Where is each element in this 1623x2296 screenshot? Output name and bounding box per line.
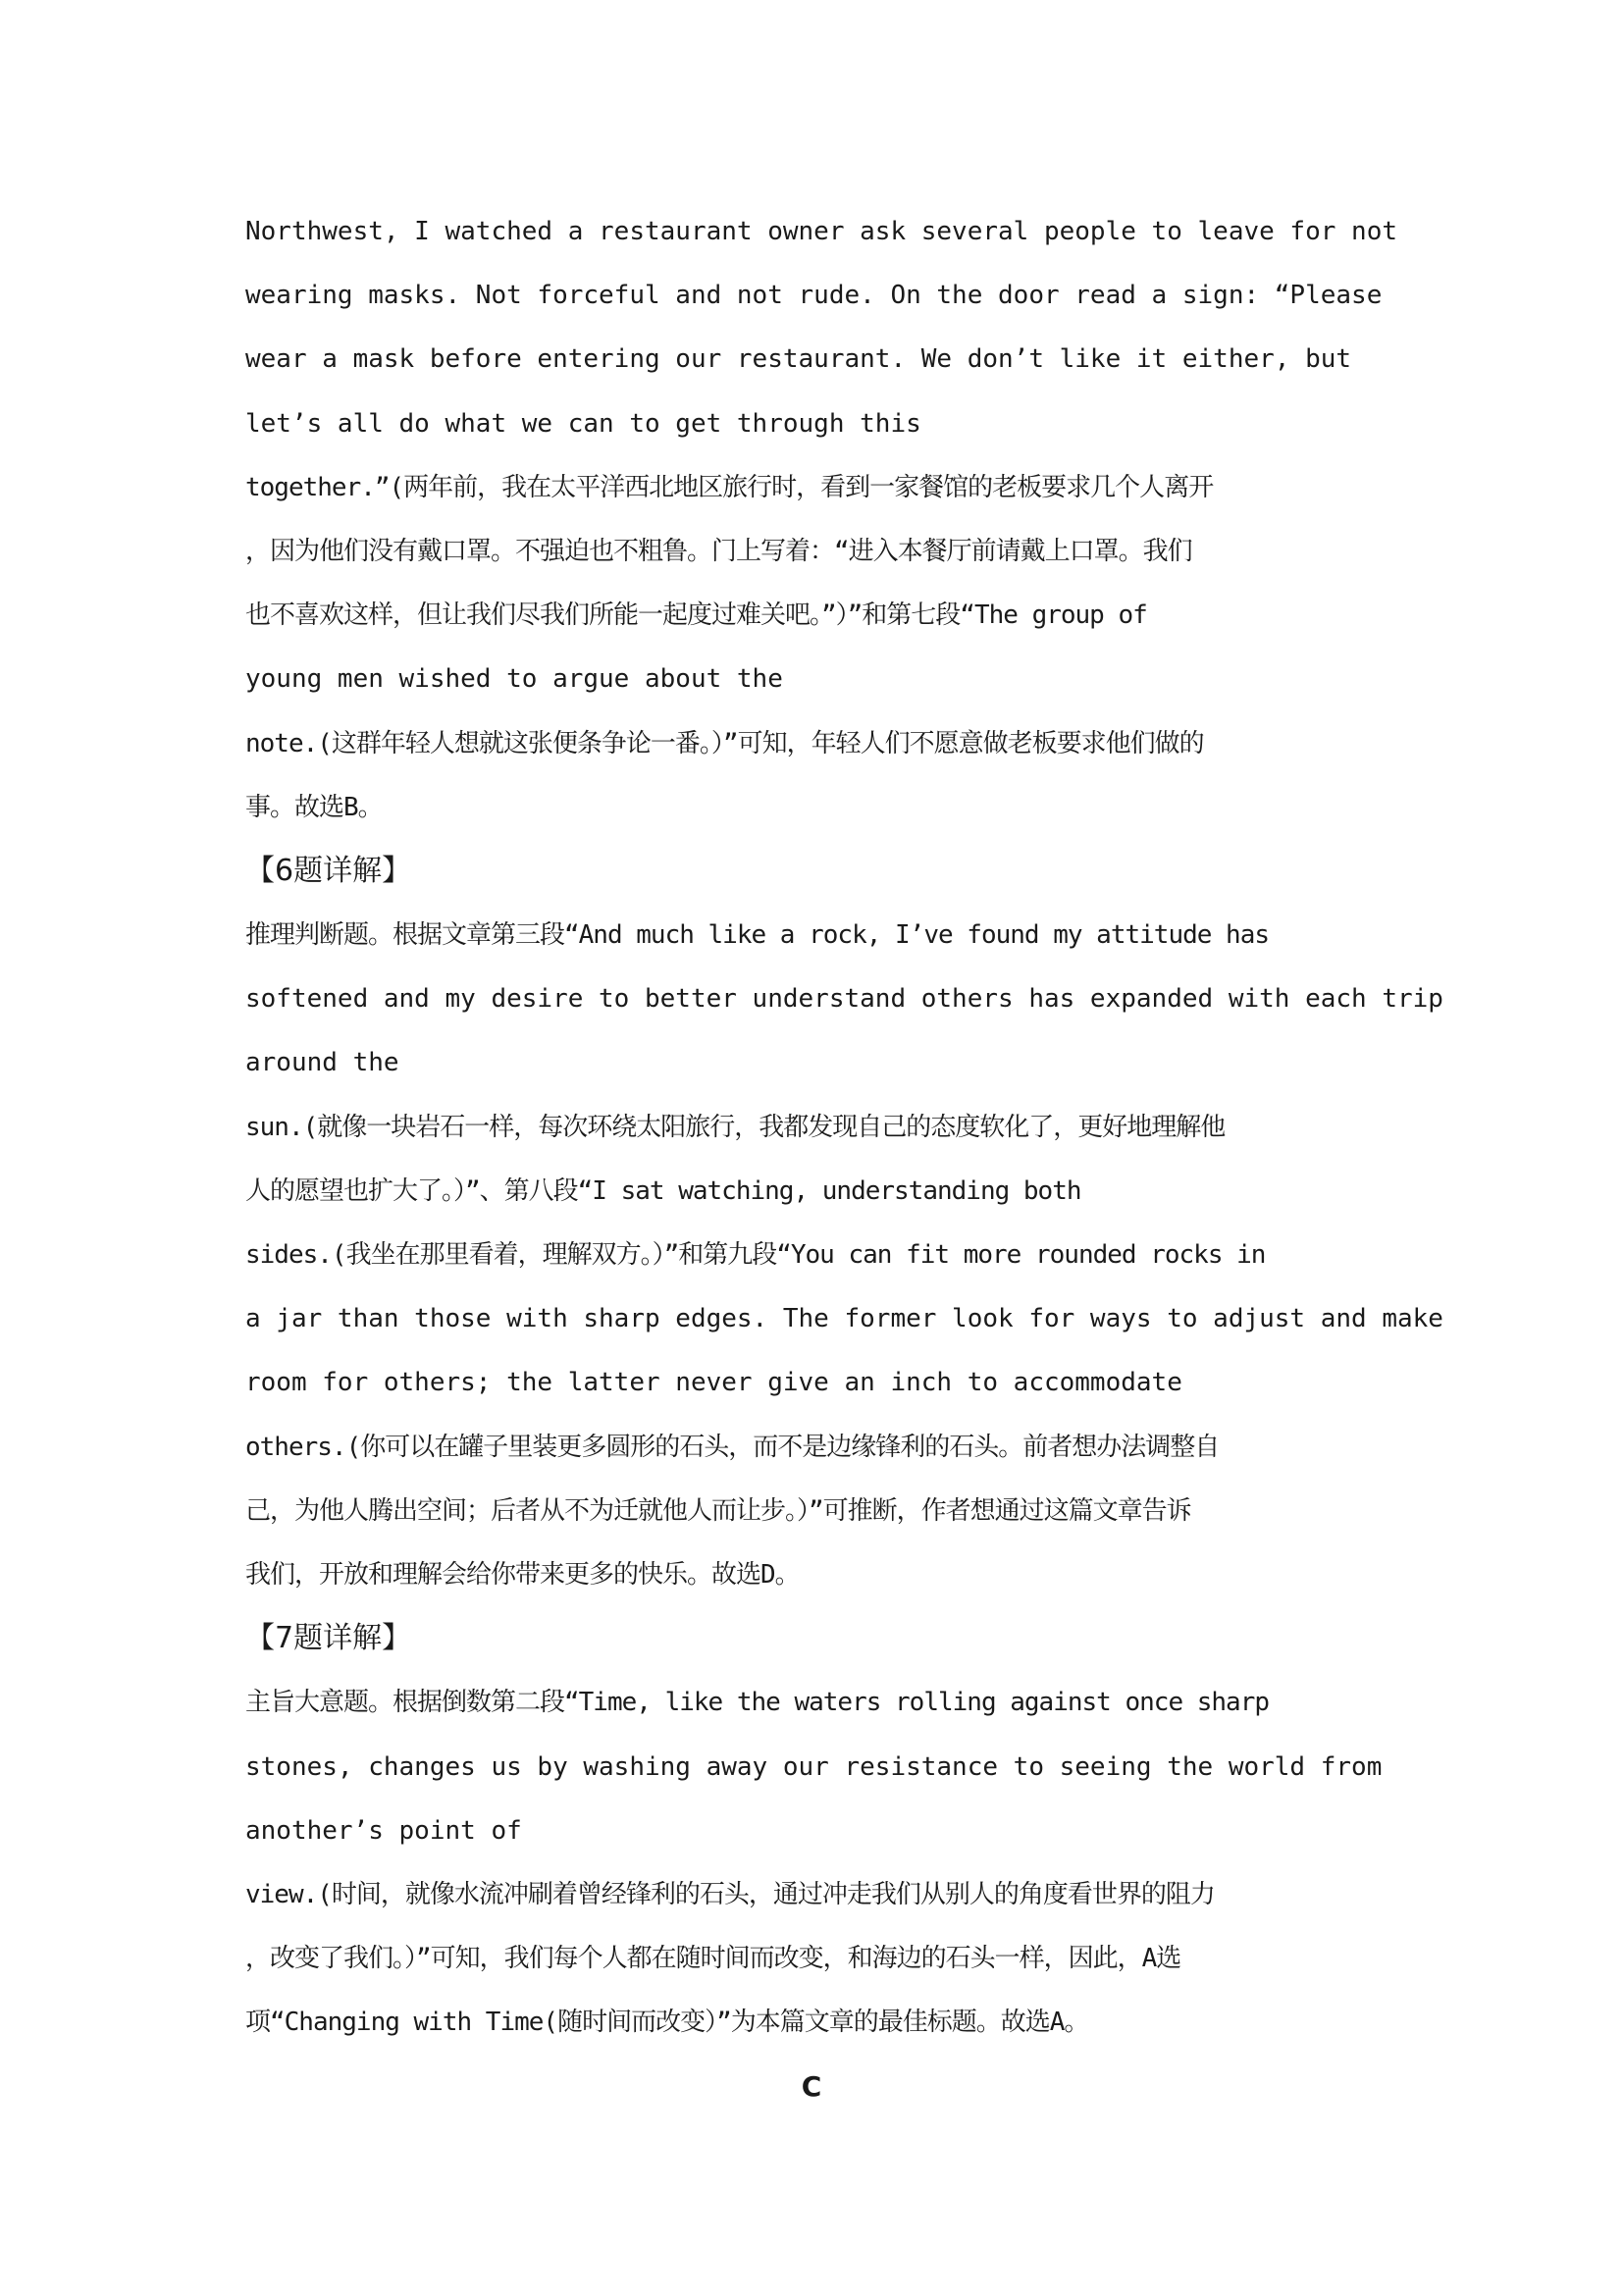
document-body — [245, 206, 1443, 2061]
text-line: stones, changes us by washing away our resistance to seeing the world from — [245, 1751, 1383, 1782]
text-line: let’s all do what we can to get through this — [245, 408, 921, 439]
text-line: 推理判断题。根据文章第三段“And much like a rock, I’ve found my attitude has — [245, 920, 1270, 951]
text-line: around the — [245, 1048, 399, 1078]
text-line: young men wished to argue about the — [245, 664, 783, 695]
text-line: 人的愿望也扩大了。）”、第八段“I sat watching, understanding both — [245, 1175, 1081, 1206]
text-line: room for others; the latter never give an inch to accommodate — [245, 1368, 1182, 1398]
text-line: together.”(两年前，我在太平洋西北地区旅行时，看到一家餐馆的老板要求几个人离开 — [245, 472, 1214, 502]
text-line: a jar than those with sharp edges. The former look for ways to adjust and make — [245, 1304, 1443, 1334]
text-line: softened and my desire to better understand others has expanded with each trip — [245, 984, 1443, 1015]
text-line: sides.(我坐在那里看着，理解双方。）”和第九段“You can fit more rounded rocks in — [245, 1240, 1266, 1270]
text-line: 己，为他人腾出空间；后者从不为迁就他人而让步。）”可推断，作者想通过这篇文章告诉 — [245, 1495, 1191, 1526]
text-line: view.(时间，就像水流冲刷着曾经锋利的石头，通过冲走我们从别人的角度看世界的阻力 — [245, 1879, 1215, 1909]
page-marker: C — [801, 2070, 822, 2103]
text-line: others.(你可以在罐子里装更多圆形的石头，而不是边缘锋利的石头。前者想办法调整自 — [245, 1432, 1220, 1462]
text-line: another’s point of — [245, 1815, 522, 1846]
text-line: 我们，开放和理解会给你带来更多的快乐。故选D。 — [245, 1559, 800, 1590]
text-line: 事。故选B。 — [245, 792, 383, 822]
text-line: wearing masks. Not forceful and not rude. On the door read a sign: “Please — [245, 281, 1383, 311]
section-heading-q7: 【7题详解】 — [245, 1621, 412, 1656]
text-line: wear a mask before entering our restaurant. We don’t like it either, but — [245, 344, 1352, 375]
text-line: 主旨大意题。根据倒数第二段“Time, like the waters rolling against once sharp — [245, 1688, 1270, 1718]
text-line: ，改变了我们。）”可知，我们每个人都在随时间而改变，和海边的石头一样，因此，A选 — [245, 1944, 1181, 1974]
text-line: ，因为他们没有戴口罩。不强迫也不粗鲁。门上写着：“进入本餐厅前请戴上口罩。我们 — [245, 536, 1192, 566]
text-line: sun.(就像一块岩石一样，每次环绕太阳旅行，我都发现自己的态度软化了，更好地理解他 — [245, 1112, 1226, 1142]
text-line: 也不喜欢这样，但让我们尽我们所能一起度过难关吧。”）”和第七段“The group of — [245, 600, 1147, 631]
text-line: 项“Changing with Time(随时间而改变）”为本篇文章的最佳标题。故选A。 — [245, 2008, 1089, 2038]
text-line: Northwest, I watched a restaurant owner ask several people to leave for not — [245, 217, 1397, 246]
text-line: note.(这群年轻人想就这张便条争论一番。）”可知，年轻人们不愿意做老板要求他们做的 — [245, 728, 1204, 758]
section-heading-q6: 【6题详解】 — [245, 853, 412, 888]
